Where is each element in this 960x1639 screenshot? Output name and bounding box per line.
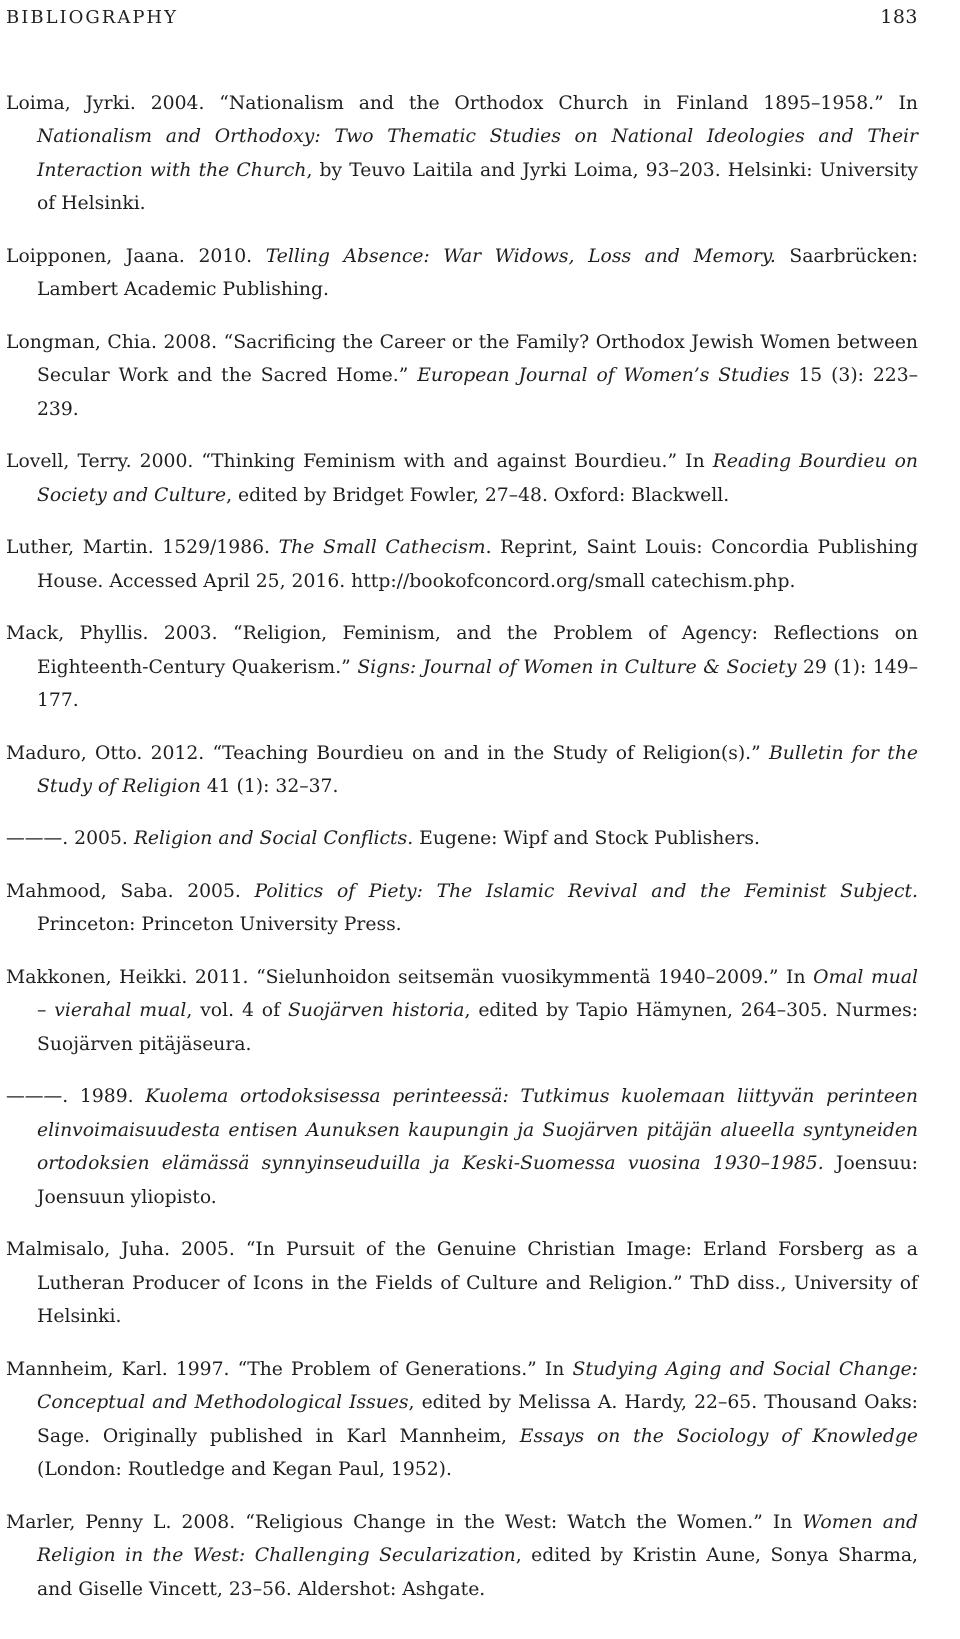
entry-text: ———. 2005. [6,828,134,850]
entry-text: Malmisalo, Juha. 2005. “In Pursuit of the Genuine Christian Image: Erland Forsberg as a Lutheran Producer of Icons in the Fields of Culture and Religion.” ThD diss., University of Helsinki. [6,1239,918,1328]
entry-text: , edited by Melissa A. Hardy, 22–65. Thousand Oaks: Sage. Originally published in Karl Mannheim, [37,1392,919,1447]
bibliography-entry [6,445,918,512]
entry-text: (London: Routledge and Kegan Paul, 1952). [37,1459,452,1481]
entry-text: Saarbrücken: Lambert Academic Publishing. [37,245,918,301]
running-header [6,2,918,32]
entry-text: Loipponen, Jaana. 2010. [6,245,266,267]
entry-text: Luther, Martin. 1529/1986. [6,537,279,559]
entry-text: , by Teuvo Laitila and Jyrki Loima, 93–203. Helsinki: University of Helsinki. [37,159,918,215]
entry-text: , edited by Bridget Fowler, 27–48. Oxford: Blackwell. [226,484,730,506]
entry-title-italic: Reading Bourdieu on Society and Culture [37,451,918,506]
entry-text: Maduro, Otto. 2012. “Teaching Bourdieu on and in the Study of Religion(s).” [6,742,769,764]
entry-title-italic: Religion and Social Conflicts. [133,828,414,850]
entry-title-italic: Essays on the Sociology of Knowledge [519,1425,919,1447]
entry-text: Joensuu: Joensuun yliopisto. [37,1153,918,1208]
bibliography-entry [6,1233,918,1334]
entry-text: . Reprint, Saint Louis: Concordia Publishing House. Accessed April 25, 2016. http://bookofconcord.org/small catechism.php. [37,537,918,592]
entry-text: Marler, Penny L. 2008. “Religious Change in the West: Watch the Women.” In [6,1511,803,1533]
bibliography-entry [6,531,918,598]
bibliography-entry [6,737,918,804]
bibliography-entry [6,240,918,307]
entry-text: Mannheim, Karl. 1997. “The Problem of Generations.” In [6,1358,573,1380]
entry-title-italic: The Small Cathecism [278,537,486,559]
entry-title-italic: Studying Aging and Social Change: Conceptual and Methodological Issues [37,1358,918,1414]
entry-title-italic: Women and Religion in the West: Challenging Secularization [37,1511,918,1567]
entry-text: , edited by Tapio Hämynen, 264–305. Nurmes: Suojärven pitäjäseura. [37,1000,919,1055]
entry-title-italic: Kuolema ortodoksisessa perinteessä: Tutkimus kuolemaan liittyvän perinteen elinvoimaisuudesta entisen Aunuksen kaupungin ja Suojärven pitäjän alueella syntyneiden ortodoksien elämässä synnyinseuduilla ja Keski-Suomessa vuosina 1930–1985. [37,1086,919,1175]
entry-text: , edited by Kristin Aune, Sonya Sharma, and Giselle Vincett, 23–56. Aldershot: Ashgate. [37,1545,918,1600]
entry-title-italic: Bulletin for the Study of Religion [37,742,918,798]
bibliography-entry [6,961,918,1062]
page-number: 183 [880,6,918,28]
entry-title-italic: Nationalism and Orthodoxy: Two Thematic Studies on National Ideologies and Their Interaction with the Church [37,126,918,181]
entry-text: 15 (3): 223–239. [37,365,918,420]
bibliography-entry [6,1080,918,1214]
bibliography-entry [6,326,918,427]
entry-text: Mahmood, Saba. 2005. [6,880,255,902]
entry-text: Longman, Chia. 2008. “Sacrificing the Career or the Family? Orthodox Jewish Women between Secular Work and the Sacred Home.” [6,331,918,387]
entry-text: Makkonen, Heikki. 2011. “Sielunhoidon seitsemän vuosikymmentä 1940–2009.” In [6,966,814,988]
entry-title-italic: Signs: Journal of Women in Culture & Society [357,656,797,678]
section-title: BIBLIOGRAPHY [6,6,179,28]
bibliography-entry [6,1353,918,1487]
bibliography-entry [6,875,918,942]
entry-title-italic: Telling Absence: War Widows, Loss and Memory. [265,245,776,267]
entry-text: Princeton: Princeton University Press. [37,914,402,936]
entry-title-italic: Politics of Piety: The Islamic Revival and the Feminist Subject. [254,880,918,902]
entry-text: Eugene: Wipf and Stock Publishers. [413,828,761,850]
entry-text: Lovell, Terry. 2000. “Thinking Feminism with and against Bourdieu.” In [6,451,713,473]
bibliography-entry [6,1506,918,1607]
entry-title-italic: Omal mual – vierahal mual [37,966,918,1022]
bibliography-list [6,68,918,1625]
bibliography-entry [6,617,918,718]
bibliography-entry [6,87,918,221]
entry-text: 41 (1): 32–37. [200,776,339,798]
entry-text: Loima, Jyrki. 2004. “Nationalism and the Orthodox Church in Finland 1895–1958.” In [6,92,918,114]
entry-title-italic: Suojärven historia [287,1000,465,1022]
entry-title-italic: European Journal of Women’s Studies [417,365,790,387]
entry-text: ———. 1989. [6,1086,146,1108]
entry-text: 29 (1): 149–177. [37,656,918,712]
entry-text: , vol. 4 of [186,1000,288,1022]
bibliography-entry [6,822,918,856]
entry-text: Mack, Phyllis. 2003. “Religion, Feminism, and the Problem of Agency: Reflections on Eighteenth-Century Quakerism.” [6,623,918,678]
